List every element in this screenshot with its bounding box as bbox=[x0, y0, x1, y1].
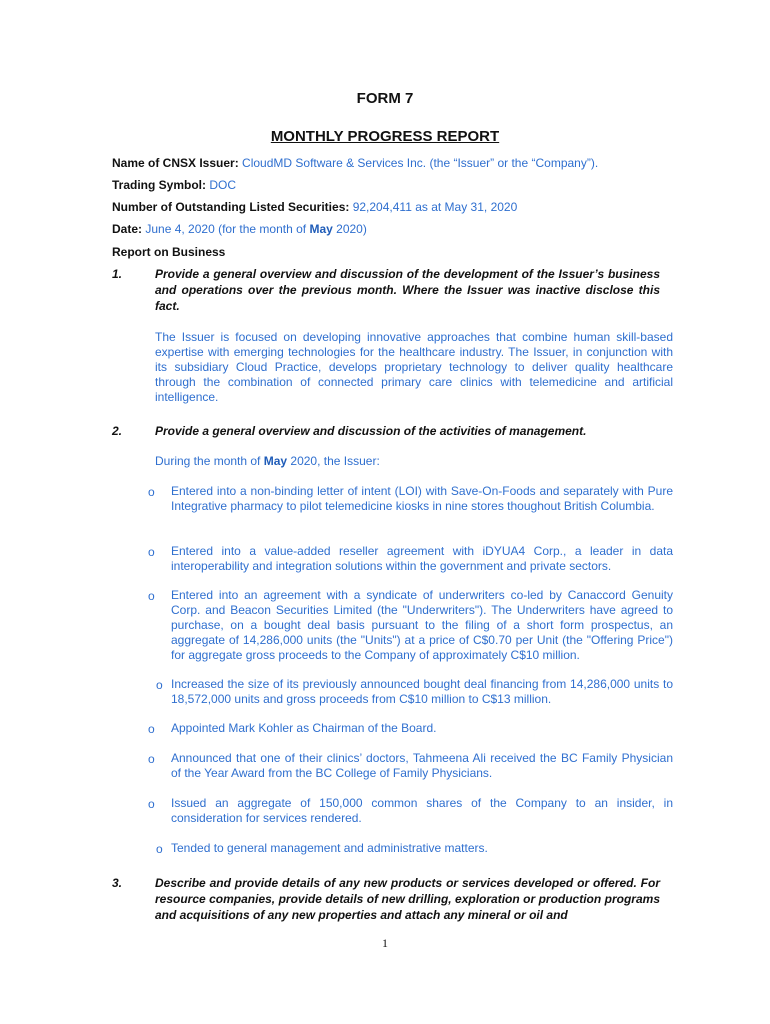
issuer-name-label: Name of CNSX Issuer: bbox=[112, 156, 239, 170]
date-value-suffix: 2020) bbox=[332, 222, 367, 236]
form-title: FORM 7 bbox=[356, 90, 414, 107]
trading-symbol-field bbox=[112, 178, 236, 192]
bullet-marker: o bbox=[148, 797, 155, 811]
outstanding-securities-label: Number of Outstanding Listed Securities: bbox=[112, 200, 350, 214]
list-item: Tended to general management and administrative matters. bbox=[171, 841, 488, 855]
intro-text: During the month of bbox=[155, 454, 264, 468]
report-on-business-heading: Report on Business bbox=[112, 245, 226, 259]
page-number: 1 bbox=[382, 936, 388, 950]
bullet-marker: o bbox=[148, 545, 155, 559]
list-item: Entered into a non-binding letter of intent (LOI) with Save-On-Foods and separately with Pure Integrative pharmacy to pilot telemedicine kiosks in nine stores thoughout British Columbia. bbox=[171, 484, 673, 513]
intro-suffix: 2020, the Issuer: bbox=[287, 454, 380, 468]
report-title: MONTHLY PROGRESS REPORT bbox=[270, 128, 500, 145]
intro-month: May bbox=[263, 454, 288, 468]
list-item: Issued an aggregate of 150,000 common shares of the Company to an insider, in consideration for services rendered. bbox=[171, 796, 673, 825]
bullet-marker: o bbox=[156, 678, 163, 692]
trading-symbol-label: Trading Symbol: bbox=[112, 178, 207, 192]
list-item: Entered into an agreement with a syndicate of underwriters co-led by Canaccord Genuity Corp. and Beacon Securities Limited (the "Underwriters"). The Underwriters have agreed to purchase, on a bought deal basis pursuant to the filing of a short form prospectus, an aggregate of 14,286,000 units (the "Units") at a price of C$0.70 per Unit (the "Offering Price") for aggregate gross proceeds to the Company of approximately C$10 million. bbox=[171, 588, 673, 662]
section-question: Provide a general overview and discussion of the development of the Issuer’s business and operations over the previous month. Where the Issuer was inactive disclose this fact. bbox=[155, 267, 660, 313]
date-label: Date: bbox=[112, 222, 143, 236]
list-item: Appointed Mark Kohler as Chairman of the Board. bbox=[171, 721, 437, 735]
bullet-marker: o bbox=[156, 842, 163, 856]
bullet-marker: o bbox=[148, 722, 155, 736]
list-item: Announced that one of their clinics’ doctors, Tahmeena Ali received the BC Family Physician of the Year Award from the BC College of Family Physicians. bbox=[171, 751, 673, 780]
outstanding-securities-value: 92,204,411 as at May 31, 2020 bbox=[352, 200, 518, 214]
section-question: Describe and provide details of any new products or services developed or offered. For resource companies, provide details of new drilling, exploration or production programs and acquisitions of any new properties and attach any mineral or oil and bbox=[155, 876, 660, 922]
trading-symbol-value: DOC bbox=[209, 178, 237, 192]
date-month: May bbox=[309, 222, 333, 236]
list-item: Entered into a value-added reseller agreement with iDYUA4 Corp., a leader in data interoperability and integration solutions within the government and private sectors. bbox=[171, 544, 673, 573]
date-value bbox=[145, 222, 366, 236]
section-number: 3. bbox=[112, 876, 123, 890]
bullet-marker: o bbox=[148, 589, 155, 603]
section-number: 2. bbox=[112, 424, 123, 438]
date-value-text: June 4, 2020 (for the month of bbox=[145, 222, 310, 236]
date-field bbox=[112, 222, 367, 236]
section-number: 1. bbox=[112, 267, 123, 281]
bullet-marker: o bbox=[148, 485, 155, 499]
section-question: Provide a general overview and discussion of the activities of management. bbox=[155, 424, 587, 438]
issuer-name-field bbox=[112, 156, 598, 170]
issuer-name-value: CloudMD Software & Services Inc. (the “Issuer” or the “Company”). bbox=[242, 156, 599, 170]
outstanding-securities-field bbox=[112, 200, 517, 214]
section-answer: The Issuer is focused on developing innovative approaches that combine human skill-based expertise with emerging technologies for the healthcare industry. The Issuer, in conjunction with its subsidiary Cloud Practice, develops proprietary technology to deliver quality healthcare through the combination of connected primary care clinics with telemedicine and artificial intelligence. bbox=[155, 330, 673, 404]
list-item: Increased the size of its previously announced bought deal financing from 14,286,000 units to 18,572,000 units and gross proceeds from C$10 million to C$13 million. bbox=[171, 677, 673, 706]
activities-intro bbox=[155, 454, 673, 469]
bullet-marker: o bbox=[148, 752, 155, 766]
